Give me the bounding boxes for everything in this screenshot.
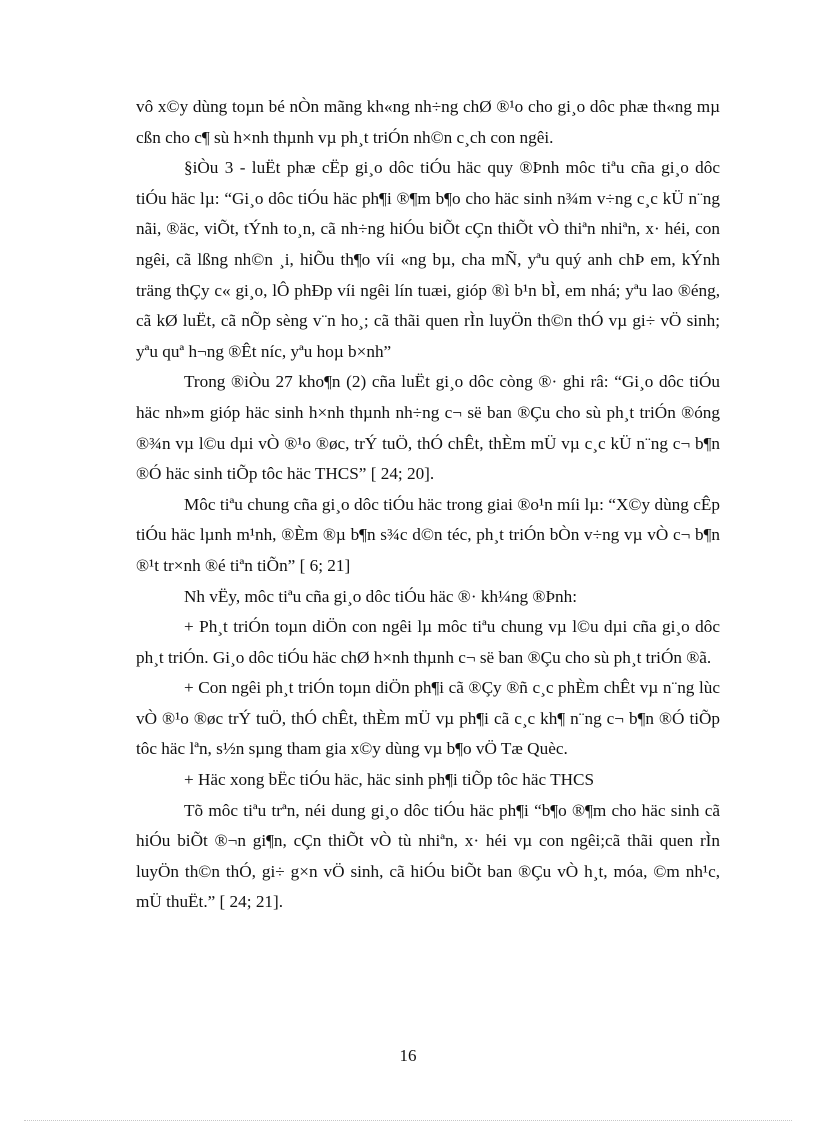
paragraph: Trong ®iÒu 27 kho¶n (2) cña luËt gi¸o dôc còng ®· ghi râ: “Gi¸o dôc tiÓu häc nh»m gióp häc sinh h×nh thµnh nh÷ng c¬ së ban ®Çu cho sù ph¸t triÓn ®óng ®¾n vµ l©u dµi vÒ ®¹o ®øc, trÝ tuÖ, thÓ chÊt, thÈm mÜ vµ c¸c kÜ n¨ng c¬ b¶n ®Ó häc sinh tiÕp tôc häc THCS” [ 24; 20]. — [136, 372, 720, 484]
paragraph: vô x©y dùng toµn bé nÒn mãng kh«ng nh÷ng chØ ®¹o cho gi¸o dôc phæ th«ng mµ cßn cho c¶ sù h×nh thµnh vµ ph¸t triÓn nh©n c¸ch con ngêi. — [136, 97, 720, 147]
paragraph: Tõ môc tiªu trªn, néi dung gi¸o dôc tiÓu häc ph¶i “b¶o ®¶m cho häc sinh cã hiÓu biÕt ®¬n gi¶n, cÇn thiÕt vÒ tù nhiªn, x· héi vµ con ngêi;cã thãi quen rÌn luyÖn th©n thÓ, gi÷ g×n vÖ sinh, cã hiÓu biÕt ban ®Çu vÒ h¸t, móa, ©m nh¹c, mÜ thuËt.” [ 24; 21]. — [136, 800, 720, 912]
page-bottom-divider — [24, 1120, 792, 1121]
paragraph: + Con ngêi ph¸t triÓn toµn diÖn ph¶i cã ®Çy ®ñ c¸c phÈm chÊt vµ n¨ng lùc vÒ ®¹o ®øc trÝ tuÖ, thÓ chÊt, thÈm mÜ vµ ph¶i cã c¸c kh¶ n¨ng c¬ b¶n ®Ó tiÕp tôc häc lªn, s½n sµng tham gia x©y dùng vµ b¶o vÖ Tæ Quèc. — [136, 678, 720, 759]
body-text — [136, 92, 720, 918]
paragraph: §iÒu 3 - luËt phæ cËp gi¸o dôc tiÓu häc quy ®Þnh môc tiªu cña gi¸o dôc tiÓu häc lµ: “Gi¸o dôc tiÓu häc ph¶i ®¶m b¶o cho häc sinh n¾m v÷ng c¸c kÜ n¨ng nãi, ®äc, viÕt, tÝnh to¸n, cã nh÷ng hiÓu biÕt cÇn thiÕt vÒ thiªn nhiªn, x· héi, con ngêi, cã lßng nh©n ¸i, hiÕu th¶o víi «ng bµ, cha mÑ, yªu quý anh chÞ em, kÝnh träng thÇy c« gi¸o, lÔ phÐp víi ngêi lín tuæi, gióp ®ì b¹n bÌ, em nhá; yªu lao ®éng, cã kØ luËt, cã nÕp sèng v¨n ho¸; cã thãi quen rÌn luyÖn th©n thÓ vµ gi÷ vÖ sinh; yªu quª h¬ng ®Êt níc, yªu hoµ b×nh” — [136, 158, 720, 361]
paragraph: + Häc xong bËc tiÓu häc, häc sinh ph¶i tiÕp tôc häc THCS — [184, 770, 595, 790]
paragraph: Môc tiªu chung cña gi¸o dôc tiÓu häc trong giai ®o¹n míi lµ: “X©y dùng cÊp tiÓu häc lµnh m¹nh, ®Èm ®µ b¶n s¾c d©n téc, ph¸t triÓn bÒn v÷ng vµ vÒ c¬ b¶n ®¹t tr×nh ®é tiªn tiÕn” [ 6; 21] — [136, 494, 720, 575]
paragraph: Nh vËy, môc tiªu cña gi¸o dôc tiÓu häc ®· kh¼ng ®Þnh: — [184, 586, 578, 606]
page-number: 16 — [399, 1046, 417, 1065]
paragraph: + Ph¸t triÓn toµn diÖn con ngêi lµ môc tiªu chung vµ l©u dµi cña gi¸o dôc ph¸t triÓn. Gi¸o dôc tiÓu häc chØ h×nh thµnh c¬ së ban ®Çu cho sù ph¸t triÓn ®ã. — [136, 617, 720, 667]
